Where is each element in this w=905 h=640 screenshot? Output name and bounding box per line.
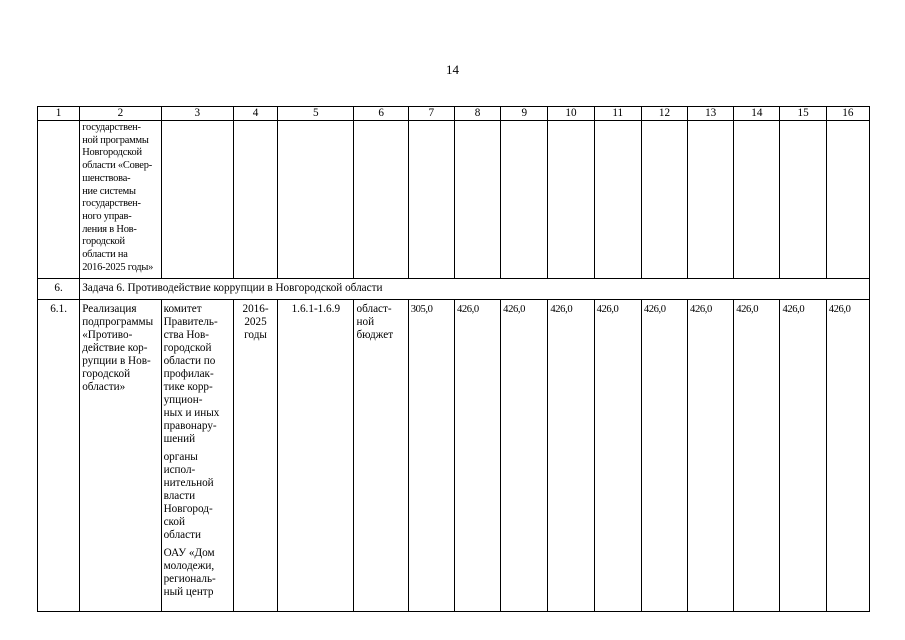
column-number: 9 [501, 107, 548, 121]
funding-source: област- ной бюджет [356, 303, 394, 341]
amount-cell: 426,0 [454, 300, 500, 612]
amount-cell: 426,0 [826, 300, 869, 612]
column-number: 13 [688, 107, 734, 121]
executor-item: ОАУ «Дом молодежи, региональ- ный центр [163, 547, 216, 598]
empty-cell [548, 121, 594, 279]
column-number: 11 [594, 107, 641, 121]
activity-name: Реализация подпрограммы «Противо- действие кор- рупции в Нов- городской области» [82, 303, 154, 393]
column-number: 5 [278, 107, 354, 121]
budget-table [37, 106, 870, 612]
column-number: 10 [548, 107, 594, 121]
empty-cell [641, 121, 687, 279]
amount-cell: 426,0 [780, 300, 826, 612]
column-number: 3 [161, 107, 233, 121]
program-name-text: государствен- ной программы Новгородской области «Совер- шенствова- ние системы государствен- ного управ- ления в Нов- городской области на 2016-2025 годы» [82, 122, 154, 273]
amount-cell: 426,0 [641, 300, 687, 612]
column-number: 8 [454, 107, 500, 121]
column-number: 15 [780, 107, 826, 121]
executors-cell [161, 300, 233, 612]
empty-cell [278, 121, 354, 279]
empty-cell [354, 121, 408, 279]
column-number: 7 [408, 107, 454, 121]
empty-cell [501, 121, 548, 279]
column-number: 2 [80, 107, 161, 121]
period: 2016- 2025 годы [242, 303, 269, 341]
empty-cell [734, 121, 780, 279]
empty-cell [826, 121, 869, 279]
empty-cell [161, 121, 233, 279]
continuation-row [38, 121, 870, 279]
empty-cell [780, 121, 826, 279]
task-number: 6. [38, 279, 80, 300]
task-row [38, 279, 870, 300]
activity-number: 6.1. [38, 300, 80, 612]
empty-cell [408, 121, 454, 279]
activity-name-cell [80, 300, 161, 612]
column-number: 12 [641, 107, 687, 121]
amount-cell: 426,0 [548, 300, 594, 612]
column-number: 16 [826, 107, 869, 121]
column-number: 14 [734, 107, 780, 121]
empty-cell [594, 121, 641, 279]
program-name-continuation [80, 121, 161, 279]
empty-cell [233, 121, 277, 279]
amount-cell: 426,0 [501, 300, 548, 612]
amount-cell: 305,0 [408, 300, 454, 612]
empty-cell [454, 121, 500, 279]
column-number: 4 [233, 107, 277, 121]
column-number-row [38, 107, 870, 121]
page-number: 14 [446, 62, 459, 77]
column-number: 6 [354, 107, 408, 121]
funding-source-cell [354, 300, 408, 612]
amount-cell: 426,0 [734, 300, 780, 612]
executor-item: органы испол- нительной власти Новгород- ской области [163, 451, 214, 541]
executor-item: комитет Правитель- ства Нов- городской области по профилак- тике корр- упцион- ных и иных правонару- шений [163, 303, 220, 445]
amount-cell: 426,0 [688, 300, 734, 612]
indicators: 1.6.1-1.6.9 [278, 300, 354, 612]
column-number: 1 [38, 107, 80, 121]
empty-cell [38, 121, 80, 279]
activity-row [38, 300, 870, 612]
empty-cell [688, 121, 734, 279]
task-title: Задача 6. Противодействие коррупции в Новгородской области [80, 279, 870, 300]
amount-cell: 426,0 [594, 300, 641, 612]
period-cell [233, 300, 277, 612]
